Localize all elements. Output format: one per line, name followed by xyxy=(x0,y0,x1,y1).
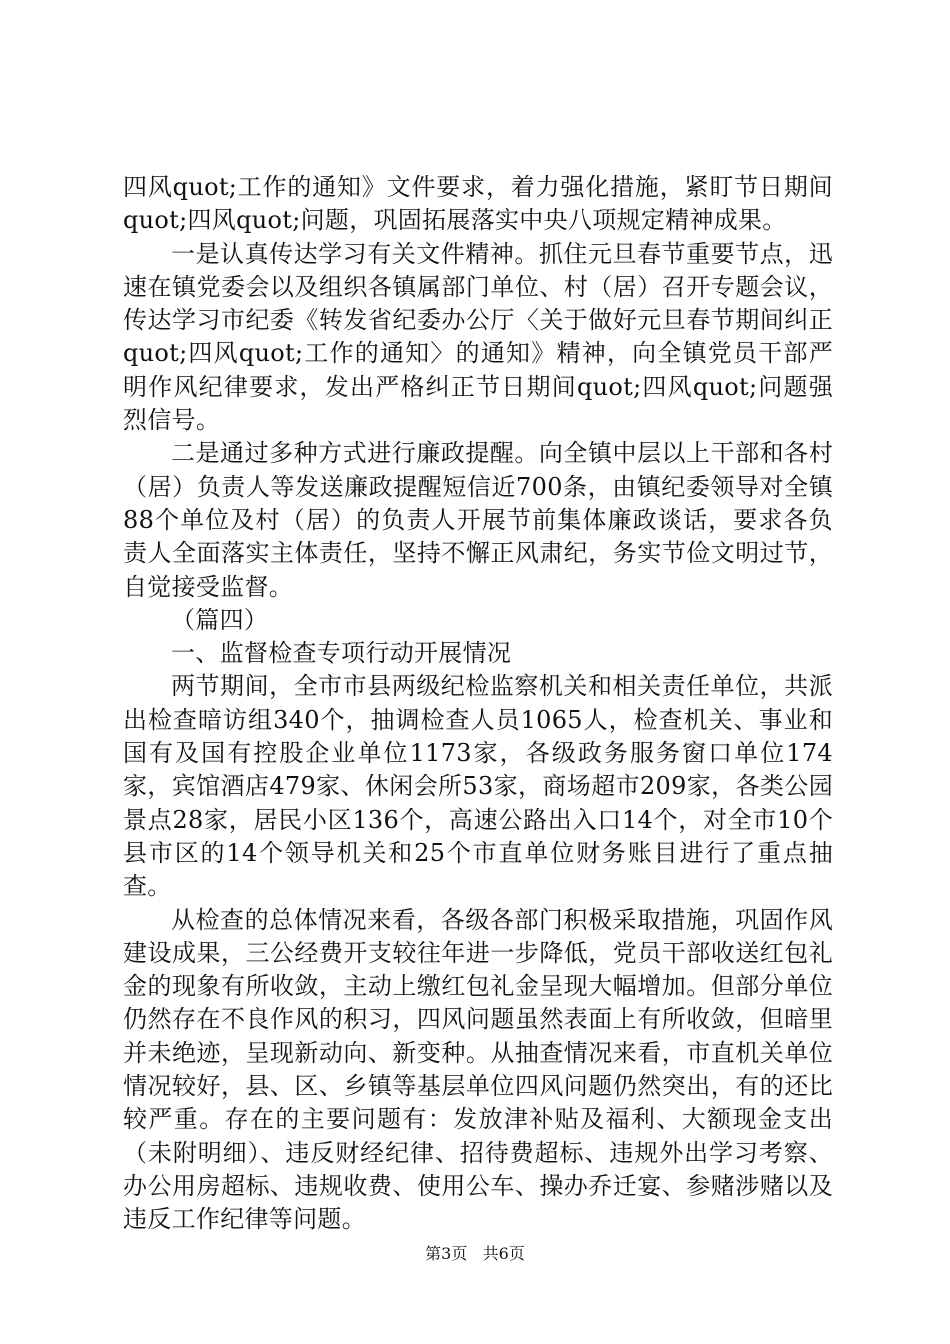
page-number: 第3页 xyxy=(425,1244,468,1263)
paragraph-3: 二是通过多种方式进行廉政提醒。向全镇中层以上干部和各村（居）负责人等发送廉政提醒短信近700条，由镇纪委领导对全镇88个单位及村（居）的负责人开展节前集体廉政谈话，要求各负责人全面落实主体责任，坚持不懈正风肃纪，务实节俭文明过节，自觉接受监督。 xyxy=(123,439,833,601)
document-body xyxy=(123,171,833,1237)
paragraph-1: 四风quot;工作的通知》文件要求，着力强化措施，紧盯节日期间quot;四风quot;问题，巩固拓展落实中央八项规定精神成果。 xyxy=(123,173,833,235)
page-separator xyxy=(472,1244,477,1263)
page-total: 共6页 xyxy=(482,1244,525,1263)
section-marker: （篇四） xyxy=(171,605,269,634)
section-heading: 一、监督检查专项行动开展情况 xyxy=(171,639,512,668)
page-footer xyxy=(0,1244,950,1264)
paragraph-5: 从检查的总体情况来看，各级各部门积极采取措施，巩固作风建设成果，三公经费开支较往年进一步降低，党员干部收送红包礼金的现象有所收敛，主动上缴红包礼金呈现大幅增加。但部分单位仍然存在不良作风的积习，四风问题虽然表面上有所收敛，但暗里并未绝迹，呈现新动向、新变种。从抽查情况来看，市直机关单位情况较好，县、区、乡镇等基层单位四风问题仍然突出，有的还比较严重。存在的主要问题有：发放津补贴及福利、大额现金支出（未附明细）、违反财经纪律、招待费超标、违规外出学习考察、办公用房超标、违规收费、使用公车、操办乔迁宴、参赌涉赌以及违反工作纪律等问题。 xyxy=(123,905,833,1234)
paragraph-4: 两节期间，全市市县两级纪检监察机关和相关责任单位，共派出检查暗访组340个，抽调检查人员1065人，检查机关、事业和国有及国有控股企业单位1173家，各级政务服务窗口单位174家，宾馆酒店479家、休闲会所53家，商场超市209家，各类公园景点28家，居民小区136个，高速公路出入口14个，对全市10个县市区的14个领导机关和25个市直单位财务账目进行了重点抽查。 xyxy=(123,672,833,901)
paragraph-2: 一是认真传达学习有关文件精神。抓住元旦春节重要节点，迅速在镇党委会以及组织各镇属部门单位、村（居）召开专题会议，传达学习市纪委《转发省纪委办公厅〈关于做好元旦春节期间纠正quot;四风quot;工作的通知〉的通知》精神，向全镇党员干部严明作风纪律要求，发出严格纠正节日期间quot;四风quot;问题强烈信号。 xyxy=(123,239,833,435)
